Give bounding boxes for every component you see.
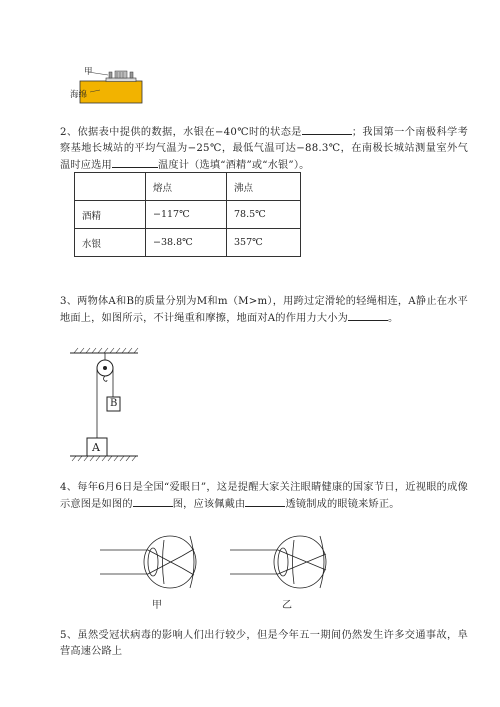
question-4 <box>60 480 468 513</box>
eye-jia <box>100 536 196 588</box>
question-5 <box>60 628 468 660</box>
table-row <box>75 201 301 229</box>
q5-text: 5、虽然受冠状病毒的影响人们出行较少，但是今年五一期间仍然发生许多交通事故，阜营高速公路上 <box>60 630 468 657</box>
q3-text-1: 3、两物体A和B的质量分别为M和m（M>m），用跨过定滑轮的轻绳相连，A静止在水平地面上，如图所示，不计绳重和摩擦，地面对A的作用力大小为 <box>60 296 468 324</box>
label-eye-yi: 乙 <box>282 600 292 611</box>
q2-blank-2[interactable] <box>112 157 158 168</box>
melting-boiling-table <box>74 172 301 257</box>
label-jia: 甲 <box>84 67 93 77</box>
q3-text-2: 。 <box>388 313 399 324</box>
table-row <box>75 229 301 257</box>
q3-blank[interactable] <box>348 310 388 321</box>
q2-text-1: 2、依据表中提供的数据，水银在−40℃时的状态是 <box>60 127 302 138</box>
table-cell: 沸点 <box>227 173 301 201</box>
table-row <box>75 173 301 201</box>
figure-eyes <box>100 530 430 610</box>
label-sponge: 海绵 <box>70 90 88 100</box>
table-cell: −38.8℃ <box>146 229 227 257</box>
q4-text-1: 4、每年6月6日是全国“爱眼日”，这是提醒大家关注眼睛健康的国家节日，近视眼的成像示意图是如图的 <box>60 482 468 510</box>
figure-pulley <box>68 345 140 465</box>
label-block-b: B <box>110 398 118 409</box>
q4-text-3: 透镜制成的眼镜来矫正。 <box>285 499 400 510</box>
q2-text-2: ；我国第一个南极科学考察基地长城站的平均气温为−25℃，最低气温可达−88.3℃，在南极长城站测量室外气温时应选用 <box>60 127 468 171</box>
table-cell: 78.5℃ <box>227 201 301 229</box>
eye-diagrams <box>100 530 430 610</box>
table-cell: 熔点 <box>146 173 227 201</box>
q4-blank-2[interactable] <box>245 496 285 507</box>
q4-text-2: 图，应该佩戴由 <box>172 499 246 510</box>
q2-blank-1[interactable] <box>302 124 352 135</box>
q2-text-3: 温度计（选填“酒精”或“水银”）。 <box>157 160 310 171</box>
eye-yi <box>230 536 326 588</box>
table-cell: −117℃ <box>146 201 227 229</box>
question-2 <box>60 124 468 174</box>
figure-sponge <box>70 60 150 105</box>
question-3 <box>60 294 468 327</box>
label-block-a: A <box>92 441 100 454</box>
table-cell: 水银 <box>75 229 146 257</box>
table-cell: 357℃ <box>227 229 301 257</box>
table-cell <box>75 173 146 201</box>
table-cell: 酒精 <box>75 201 146 229</box>
pulley-diagram <box>68 345 140 465</box>
q4-blank-1[interactable] <box>133 496 173 507</box>
label-eye-jia: 甲 <box>152 600 162 611</box>
